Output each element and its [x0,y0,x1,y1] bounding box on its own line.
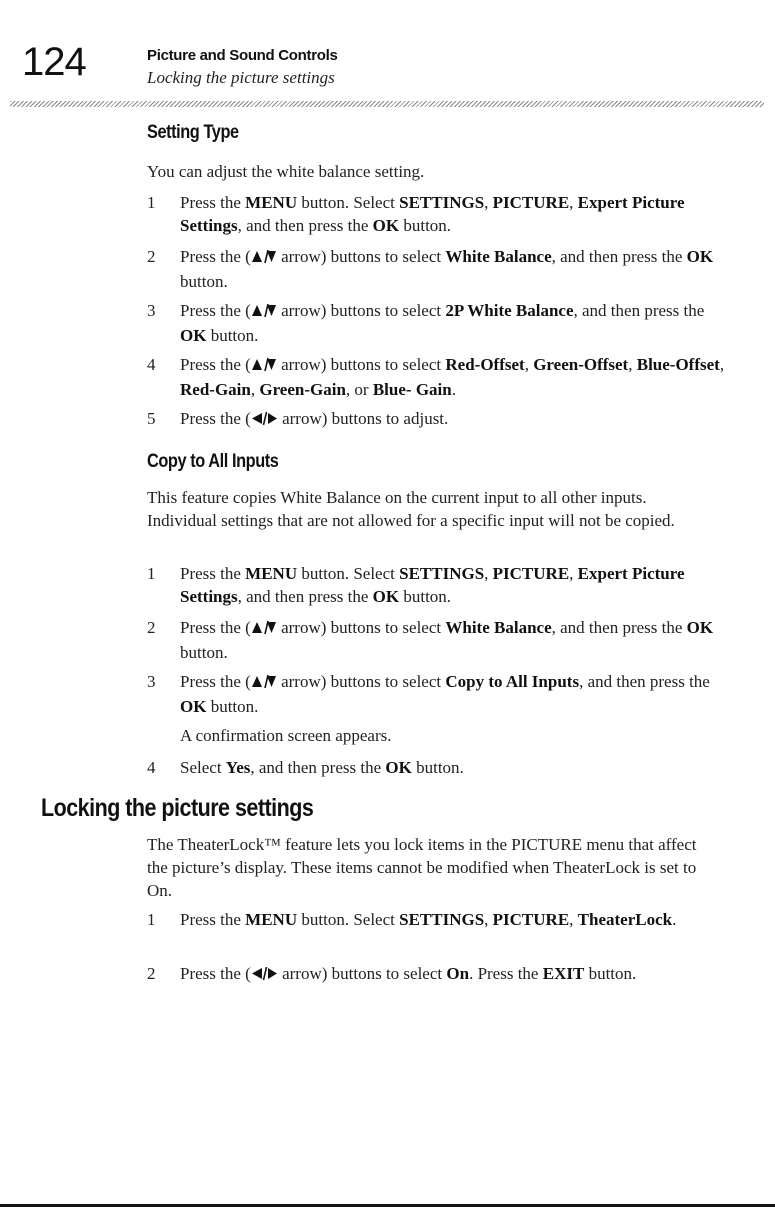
step-text [180,616,727,664]
step-text-run: arrow) buttons to select [276,355,446,374]
step-number: 2 [147,964,156,983]
step-text-run: arrow) buttons to select [276,301,446,320]
bold-term: SETTINGS [399,910,485,929]
up-down-arrow-icon [251,618,277,641]
step-number: 1 [147,564,156,583]
step-text-run: arrow) buttons to adjust. [277,409,449,428]
copy-to-all-intro: This feature copies White Balance on the current input to all other inputs. Individual settings that are not allowed for a specific input will not be copied. [147,488,675,530]
step-number: 3 [147,301,156,320]
bold-term: Green-Gain [259,380,346,399]
step-text-run: , and then press the [551,247,687,266]
step-text-run: Press the [180,910,246,929]
step-text-run: button. [206,697,259,716]
step-text-run: . Press the [469,964,543,983]
step-text-run: , and then press the [237,216,373,235]
setting-type-heading: Setting Type [147,122,239,143]
step-text-run: button. Select [297,564,400,583]
step-text-run: arrow) buttons to select [276,672,446,691]
bold-term: MENU [245,910,298,929]
bold-term: EXIT [542,964,585,983]
step-number: 2 [147,247,156,266]
step-text [180,245,727,293]
step-text-run: button. [206,326,259,345]
step-text-run: Press the ( [180,247,251,266]
bold-term: Red-Offset [445,355,525,374]
step-text-run: Press the ( [180,409,251,428]
step-text-run: button. [399,216,452,235]
step-text-run: , [484,910,493,929]
up-down-arrow-icon [251,247,277,270]
step-text-run: , and then press the [237,587,373,606]
step-list-item [147,299,727,347]
step-text-run: Select [180,758,226,777]
step-text-run: . [672,910,677,929]
step-number: 3 [147,672,156,691]
locking-intro: The TheaterLock™ feature lets you lock items in the PICTURE menu that affect the picture’s display. These items cannot be modified when TheaterLock is set to On. [147,835,697,900]
step-text-run: , [250,380,260,399]
step-list-item [147,962,727,987]
up-down-arrow-icon [251,672,277,695]
bold-term: OK [180,697,207,716]
step-text [180,191,727,237]
step-text [180,353,727,401]
step-number: 4 [147,355,156,374]
up-down-arrow-icon [251,301,277,324]
step-text-run: , or [345,380,373,399]
step-text-run: , [628,355,637,374]
step-text-run: Press the ( [180,964,251,983]
step-list-item [147,353,727,401]
step-text-run: , [719,355,725,374]
bold-term: OK [686,247,714,266]
section-title: Locking the picture settings [147,68,335,87]
step-list-item [147,407,727,432]
step-list-item [147,670,727,718]
bold-term: OK [180,326,207,345]
bold-term: Copy to All Inputs [445,672,580,691]
step-text-run: button. Select [297,910,400,929]
bold-term: Red-Gain [180,380,251,399]
step-number: 2 [147,618,156,637]
step-text [180,962,727,987]
step-list-item [147,191,727,237]
bold-term: 2P White Balance [445,301,574,320]
bold-term: SETTINGS [399,193,485,212]
step-list-item [147,245,727,293]
bold-term: PICTURE [492,564,570,583]
step-text-run: , [569,193,578,212]
step-text-run: button. [584,964,637,983]
step-number: 4 [147,758,156,777]
step-text-run: arrow) buttons to select [276,618,446,637]
up-down-arrow-icon [251,355,277,378]
bold-term: White Balance [445,247,552,266]
step-text-run: , [569,910,578,929]
step-text-run: , [524,355,534,374]
bold-term: OK [686,618,714,637]
step-text-run: , and then press the [250,758,386,777]
bold-term: On [446,964,470,983]
step-text [180,670,727,718]
step-text [180,407,727,432]
step-text [180,562,727,608]
step-text-run: , [569,564,578,583]
bold-term: PICTURE [492,910,570,929]
bold-term: OK [372,587,400,606]
step-list-item [147,756,727,779]
step-text-run: Press the ( [180,618,251,637]
confirmation-note: A confirmation screen appears. [180,726,392,745]
page-number: 124 [22,40,86,84]
step-text-run: button. [399,587,452,606]
locking-heading: Locking the picture settings [41,794,314,822]
bold-term: MENU [245,564,298,583]
bold-term: MENU [245,193,298,212]
bold-term: TheaterLock [577,910,673,929]
step-text-run: button. [180,272,228,291]
bold-term: OK [385,758,412,777]
step-text-run: Press the [180,193,246,212]
step-number: 5 [147,409,156,428]
step-number: 1 [147,910,156,929]
header-rule [10,101,764,107]
step-text-run: Press the ( [180,301,251,320]
left-right-arrow-icon [251,964,278,987]
step-text-run: button. [411,758,464,777]
step-text-run: , and then press the [579,672,710,691]
step-text-run: button. [180,643,228,662]
step-text [180,756,727,779]
step-text-run: Press the ( [180,355,251,374]
step-text-run: Press the [180,564,246,583]
step-text-run: arrow) buttons to select [276,247,446,266]
step-text-run: , [484,564,493,583]
copy-to-all-heading: Copy to All Inputs [147,451,279,472]
step-text-run: , and then press the [573,301,705,320]
step-number: 1 [147,193,156,212]
step-text-run: arrow) buttons to select [277,964,447,983]
bold-term: White Balance [445,618,552,637]
step-list-item [147,562,727,608]
bold-term: OK [372,216,400,235]
bold-term: Expert Picture Settings [180,193,685,235]
step-text-run: button. Select [297,193,400,212]
bold-term: SETTINGS [399,564,485,583]
step-list-item [147,908,727,931]
step-text [180,299,727,347]
bold-term: PICTURE [492,193,570,212]
bold-term: Green-Offset [533,355,629,374]
step-text-run: . [451,380,456,399]
step-list-item [147,616,727,664]
bold-term: Expert Picture Settings [180,564,685,606]
step-text-run: , and then press the [551,618,687,637]
left-right-arrow-icon [251,409,278,432]
bold-term: Blue-Offset [636,355,720,374]
step-text-run: Press the ( [180,672,251,691]
bold-term: Blue- Gain [372,380,452,399]
chapter-title: Picture and Sound Controls [147,47,338,64]
bold-term: Yes [225,758,251,777]
step-text [180,908,727,931]
setting-type-intro: You can adjust the white balance setting. [147,162,425,181]
step-text-run: , [484,193,493,212]
